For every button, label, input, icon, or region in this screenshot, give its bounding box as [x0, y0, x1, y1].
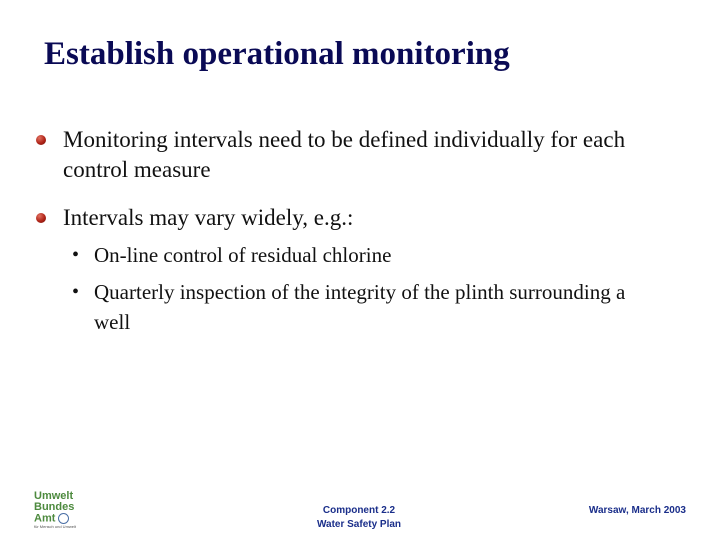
bullet-item: [36, 125, 676, 185]
logo-emblem-icon: [58, 513, 69, 524]
logo-line: Bundes: [34, 501, 75, 513]
umweltbundesamt-logo: [34, 491, 94, 529]
footer-component: [300, 504, 418, 532]
sub-bullet-icon: •: [72, 244, 80, 266]
footer-date: Warsaw, March 2003: [588, 505, 686, 516]
slide-title: Establish operational monitoring: [44, 36, 510, 72]
logo-tagline: für Mensch und Umwelt: [34, 524, 77, 530]
sub-bullet-text: On-line control of residual chlorine: [94, 243, 392, 267]
footer-component-line: Component 2.2: [322, 505, 396, 516]
logo-line: Amt: [34, 513, 94, 524]
footer-component-line: Water Safety Plan: [316, 519, 402, 530]
bullet-icon: [36, 135, 46, 145]
logo-line: Umwelt: [34, 490, 74, 502]
bullet-icon: [36, 213, 46, 223]
sub-bullet-text: Quarterly inspection of the integrity of the plinth surrounding a well: [94, 280, 626, 334]
sub-bullet-icon: •: [72, 281, 80, 303]
bullet-text: Intervals may vary widely, e.g.:: [63, 205, 354, 230]
bullet-item: [36, 203, 676, 233]
bullet-text: Monitoring intervals need to be defined individually for each control measure: [63, 127, 626, 182]
sub-bullet-item: [72, 277, 632, 337]
sub-bullet-item: [72, 240, 632, 270]
